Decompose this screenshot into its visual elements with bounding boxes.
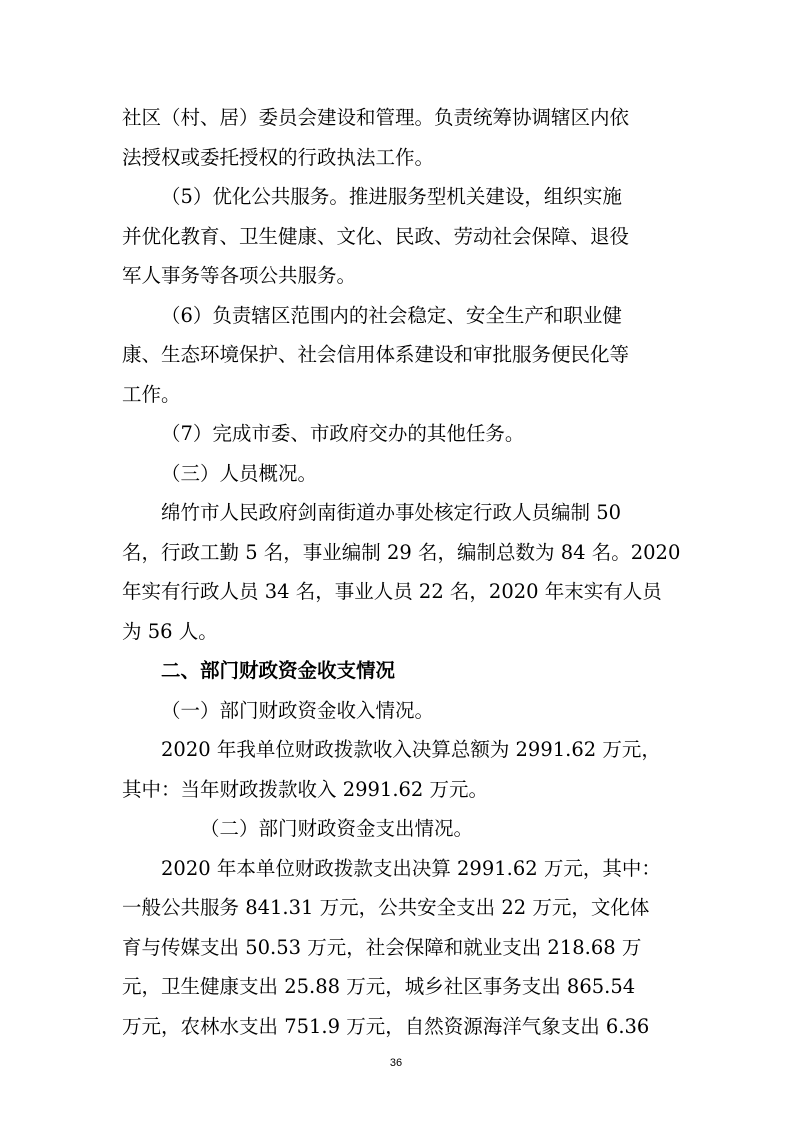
subsection-heading: （一）部门财政资金收入情况。 xyxy=(161,698,435,722)
section-heading: 二、部门财政资金收支情况 xyxy=(161,659,396,682)
list-item-5: （5）优化公共服务。推进服务型机关建设，组织实施 xyxy=(161,185,622,208)
body-text-line: 一般公共服务 841.31 万元，公共安全支出 22 万元，文化体 xyxy=(122,896,650,919)
subsection-heading: （二）部门财政资金支出情况。 xyxy=(200,817,474,840)
body-text-line: 育与传媒支出 50.53 万元，社会保障和就业支出 218.68 万 xyxy=(122,935,642,959)
body-text-line: 元，卫生健康支出 25.88 万元，城乡社区事务支出 865.54 xyxy=(122,975,636,998)
body-text-line: 万元，农林水支出 751.9 万元，自然资源海洋气象支出 6.36 xyxy=(122,1014,650,1038)
body-text-line: 并优化教育、卫生健康、文化、民政、劳动社会保障、退役 xyxy=(122,224,630,248)
body-text-line: 年实有行政人员 34 名，事业人员 22 名，2020 年末实有人员 xyxy=(122,580,662,603)
subsection-heading: （三）人员概况。 xyxy=(161,461,318,485)
body-text-line: 康、生态环境保护、社会信用体系建设和审批服务便民化等 xyxy=(122,343,630,366)
body-text-line: 2020 年本单位财政拨款支出决算 2991.62 万元，其中： xyxy=(161,856,661,880)
body-text-line: 2020 年我单位财政拨款收入决算总额为 2991.62 万元， xyxy=(161,738,661,761)
body-text-line: 社区（村、居）委员会建设和管理。负责统筹协调辖区内依 xyxy=(122,106,630,129)
list-item-7: （7）完成市委、市政府交办的其他任务。 xyxy=(161,422,525,445)
body-text-line: 法授权或委托授权的行政执法工作。 xyxy=(122,145,435,169)
body-text-line: 名，行政工勤 5 名，事业编制 29 名，编制总数为 84 名。2020 xyxy=(122,540,681,564)
page-number: 36 xyxy=(389,1057,403,1069)
body-text-line: 为 56 人。 xyxy=(122,619,218,643)
body-text-line: 其中：当年财政拨款收入 2991.62 万元。 xyxy=(122,777,489,801)
list-item-6: （6）负责辖区范围内的社会稳定、安全生产和职业健 xyxy=(161,303,622,327)
body-text-line: 军人事务等各项公共服务。 xyxy=(122,264,357,287)
body-text-line: 工作。 xyxy=(122,382,181,406)
body-text-line: 绵竹市人民政府剑南街道办事处核定行政人员编制 50 xyxy=(161,501,622,524)
